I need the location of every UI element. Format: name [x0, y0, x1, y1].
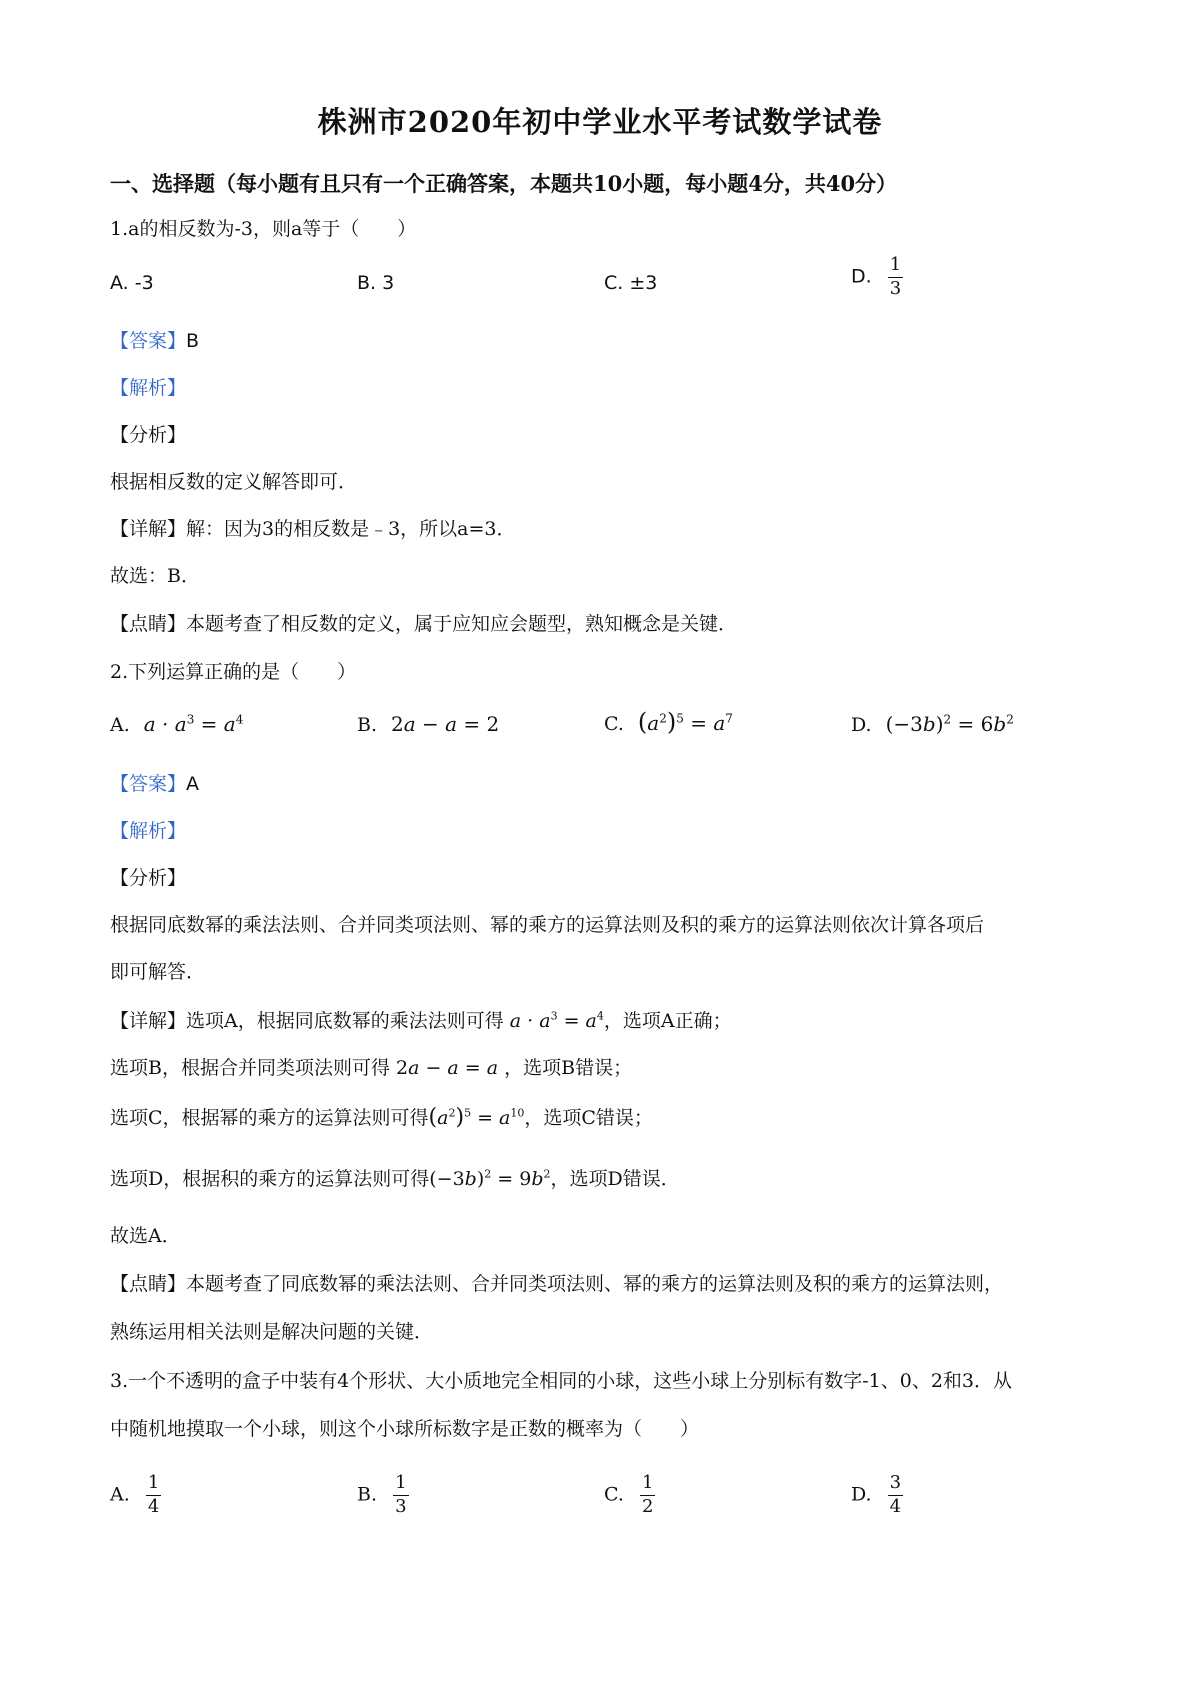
- q1-stem: 1.a的相反数为-3，则a等于（ ）: [110, 218, 417, 240]
- q1-option-a: A. -3: [110, 272, 154, 294]
- q2-xiangjie-a: [110, 1006, 732, 1033]
- xiangjie-b-result: ，选项B错误；: [504, 1057, 633, 1079]
- xiangjie-d-result: ，选项D错误．: [550, 1168, 680, 1190]
- xiangjie-c-result: ，选项C错误；: [524, 1107, 653, 1129]
- q2-option-d-formula: $(-3b)^2 = 6b^2$: [885, 712, 1014, 736]
- q2-option-b: [357, 712, 499, 736]
- xiangjie-a-text: 【详解】选项A，根据同底数幂的乘法法则可得: [110, 1010, 504, 1032]
- xiangjie-b-formula: 2a − a = a: [396, 1057, 505, 1079]
- q1-jiexi-tag: 【解析】: [110, 377, 187, 399]
- q2-option-a: [110, 712, 243, 736]
- xiangjie-d-formula: $(-3b)^2 = 9b^2$: [429, 1167, 551, 1190]
- xiangjie-d-text: 选项D，根据积的乘方的运算法则可得: [110, 1168, 430, 1190]
- q1-option-d-fraction: [888, 256, 903, 299]
- q1-answer: [110, 326, 199, 353]
- fraction-denominator: 3: [889, 277, 902, 299]
- q3-option-a: [110, 1474, 161, 1517]
- page-title: 株洲市2020年初中学业水平考试数学试卷: [317, 105, 883, 139]
- q2-option-b-label: B.: [357, 714, 378, 736]
- fraction-numerator: 3: [889, 1472, 902, 1493]
- fraction-denominator: 4: [889, 1495, 902, 1517]
- q3-option-b-label: B.: [357, 1483, 378, 1506]
- q2-option-c-formula: $(a^2)^5 = a^7$: [637, 708, 733, 736]
- q2-option-d-label: D.: [851, 714, 872, 736]
- q3-stem-1: 3.一个不透明的盒子中装有4个形状、大小质地完全相同的小球，这些小球上分别标有数字-1、0、2和3．从: [110, 1370, 1012, 1392]
- q2-option-c-label: C.: [604, 713, 624, 735]
- fraction-numerator: 1: [395, 1472, 407, 1493]
- section-heading: 一、选择题（每小题有且只有一个正确答案，本题共10小题，每小题4分，共40分）: [110, 171, 898, 196]
- xiangjie-c-text: 选项C，根据幂的乘方的运算法则可得: [110, 1107, 429, 1129]
- q1-option-d: [851, 256, 903, 299]
- q1-option-d-label: D.: [851, 265, 872, 288]
- q1-xiangjie: 【详解】解：因为3的相反数是﹣3，所以a=3．: [110, 518, 516, 540]
- q2-option-d: [851, 712, 1014, 736]
- answer-value: B: [186, 330, 200, 352]
- q3-option-b-fraction: [393, 1474, 408, 1517]
- fraction-numerator: 1: [889, 254, 902, 275]
- answer-tag: 【答案】: [110, 330, 187, 352]
- q2-dianjing-1: 【点睛】本题考查了同底数幂的乘法法则、合并同类项法则、幂的乘方的运算法则及积的乘方的运算法则，: [110, 1273, 1004, 1295]
- q3-option-a-fraction: [146, 1474, 161, 1517]
- q3-stem-2: 中随机地摸取一个小球，则这个小球所标数字是正数的概率为（ ）: [110, 1418, 700, 1440]
- q2-option-c: [604, 708, 733, 736]
- q2-xiangjie-d: [110, 1164, 680, 1191]
- fraction-denominator: 3: [395, 1495, 407, 1517]
- q3-option-d-fraction: [888, 1474, 903, 1517]
- q1-option-c: C. ±3: [604, 272, 658, 294]
- q1-guxuan: 故选：B．: [110, 565, 200, 587]
- answer-tag: 【答案】: [110, 773, 187, 795]
- q2-answer: [110, 769, 199, 796]
- q2-fenxi-text-2: 即可解答．: [110, 961, 206, 983]
- q1-fenxi-text: 根据相反数的定义解答即可．: [110, 471, 358, 493]
- q3-option-d: [851, 1474, 903, 1517]
- q3-option-c-label: C.: [604, 1483, 624, 1506]
- xiangjie-a-result: ，选项A正确；: [603, 1010, 732, 1032]
- q1-fenxi-tag: 【分析】: [110, 424, 187, 446]
- q2-xiangjie-c: [110, 1103, 653, 1130]
- answer-value: A: [186, 773, 200, 795]
- q2-option-a-formula: $a \cdot a^3 = a^4$: [143, 712, 244, 736]
- q3-option-a-label: A.: [110, 1483, 130, 1506]
- q1-option-b: B. 3: [357, 272, 395, 294]
- fraction-denominator: 2: [641, 1495, 654, 1517]
- xiangjie-a-formula: $a \cdot a^3 = a^4$: [503, 1009, 604, 1032]
- q2-fenxi-tag: 【分析】: [110, 867, 187, 889]
- q3-option-c-fraction: [640, 1474, 655, 1517]
- fraction-numerator: 1: [147, 1472, 160, 1493]
- q3-option-d-label: D.: [851, 1483, 872, 1506]
- q2-xiangjie-b: [110, 1053, 632, 1080]
- q3-option-b: [357, 1474, 409, 1517]
- xiangjie-c-formula: $(a^2)^5 = a^{10}$: [428, 1105, 525, 1130]
- q1-dianjing: 【点睛】本题考查了相反数的定义，属于应知应会题型，熟知概念是关键．: [110, 613, 738, 635]
- q2-dianjing-2: 熟练运用相关法则是解决问题的关键．: [110, 1321, 434, 1343]
- q2-fenxi-text-1: 根据同底数幂的乘法法则、合并同类项法则、幂的乘方的运算法则及积的乘方的运算法则依次计算各项后: [110, 914, 985, 936]
- q2-guxuan: 故选A．: [110, 1225, 181, 1247]
- q2-jiexi-tag: 【解析】: [110, 820, 187, 842]
- q2-option-a-label: A.: [110, 714, 130, 736]
- q2-stem: 2.下列运算正确的是（ ）: [110, 661, 357, 683]
- fraction-denominator: 4: [147, 1495, 160, 1517]
- fraction-numerator: 1: [641, 1472, 654, 1493]
- q3-option-c: [604, 1474, 655, 1517]
- q2-option-b-formula: 2a − a = 2: [391, 712, 500, 736]
- xiangjie-b-text: 选项B，根据合并同类项法则可得: [110, 1057, 390, 1079]
